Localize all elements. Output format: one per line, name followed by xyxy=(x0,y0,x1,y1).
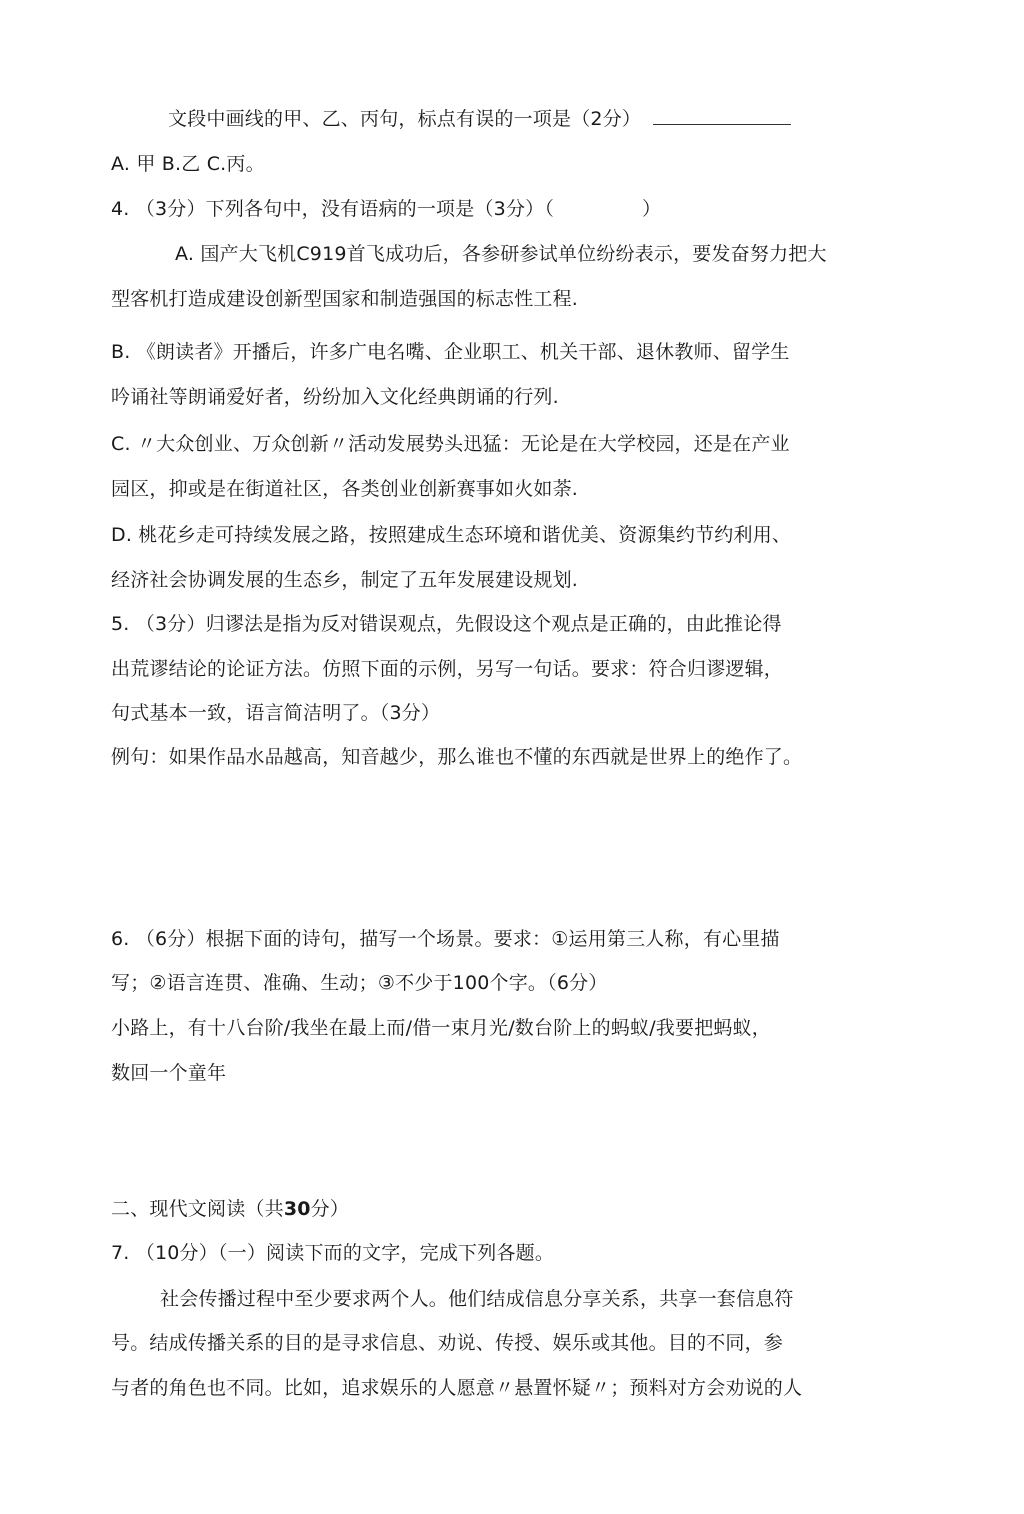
q4-close-paren: ） xyxy=(642,198,662,220)
q4-option-c-line2: 园区，抑或是在街道社区，各类创业创新赛事如火如荼. xyxy=(111,478,579,500)
answer-blank[interactable] xyxy=(653,106,791,125)
q4-option-c-line1: C. 〃大众创业、万众创新〃活动发展势头迅猛：无论是在大学校园，还是在产业 xyxy=(111,433,790,455)
q6-poem-line2: 数回一个童年 xyxy=(111,1062,227,1084)
q6-poem-line1: 小路上，有十八台阶/我坐在最上而/借一束月光/数台阶上的蚂蚁/我要把蚂蚁， xyxy=(111,1017,772,1039)
q4-option-d-line1: D. 桃花乡走可持续发展之路，按照建成生态环境和谐优美、资源集约节约利用、 xyxy=(111,524,792,546)
section-heading xyxy=(111,1196,349,1222)
section-heading-suffix: 分） xyxy=(310,1198,350,1220)
q4-option-a-line1: A. 国产大飞机C919首飞成功后，各参研参试单位纷纷表示，要发奋努力把大 xyxy=(175,243,827,265)
q4-option-d-line2: 经济社会协调发展的生态乡，制定了五年发展建设规划. xyxy=(111,569,579,591)
q3-stem-text: 文段中画线的甲、乙、丙句，标点有误的一项是（2分） xyxy=(168,108,642,130)
q5-line1: 5. （3分）归谬法是指为反对错误观点，先假设这个观点是正确的，由此推论得 xyxy=(111,613,782,635)
q4-option-b-line2: 吟诵社等朗诵爱好者，纷纷加入文化经典朗诵的行列. xyxy=(111,386,559,408)
q4-option-b-line1: B. 《朗读者》开播后，许多广电名嘴、企业职工、机关干部、退休教师、留学生 xyxy=(111,341,790,363)
q4-stem-text: 4. （3分）下列各句中，没有语病的一项是（3分）（ xyxy=(111,198,555,220)
q7-passage-line2: 号。结成传播关系的目的是寻求信息、劝说、传授、娱乐或其他。目的不同，参 xyxy=(111,1332,784,1354)
section-heading-score: 30 xyxy=(283,1198,311,1220)
q7-passage-line1: 社会传播过程中至少要求两个人。他们结成信息分享关系，共享一套信息符 xyxy=(160,1288,794,1310)
q3-stem xyxy=(168,106,791,132)
q5-line2: 出荒谬结论的论证方法。仿照下面的示例，另写一句话。要求：符合归谬逻辑， xyxy=(111,658,784,680)
q4-stem xyxy=(111,196,661,222)
q5-line3: 句式基本一致，语言简洁明了。（3分） xyxy=(111,702,441,724)
q6-line2: 写；②语言连贯、准确、生动；③不少于100个字。（6分） xyxy=(111,972,608,994)
q3-options: A. 甲 B.乙 C.丙。 xyxy=(111,153,265,175)
q4-option-a-line2: 型客机打造成建设创新型国家和制造强国的标志性工程. xyxy=(111,288,579,310)
q5-example: 例句：如果作品水品越高，知音越少，那么谁也不懂的东西就是世界上的绝作了。 xyxy=(111,746,803,768)
section-heading-prefix: 二、现代文阅读（共 xyxy=(111,1198,284,1220)
q7-passage-line3: 与者的角色也不同。比如，追求娱乐的人愿意〃悬置怀疑〃；预料对方会劝说的人 xyxy=(111,1377,803,1399)
q7-stem: 7. （10分）（一）阅读下而的文字，完成下列各题。 xyxy=(111,1242,555,1264)
q6-line1: 6. （6分）根据下面的诗句，描写一个场景。要求：①运用第三人称，有心里描 xyxy=(111,928,780,950)
